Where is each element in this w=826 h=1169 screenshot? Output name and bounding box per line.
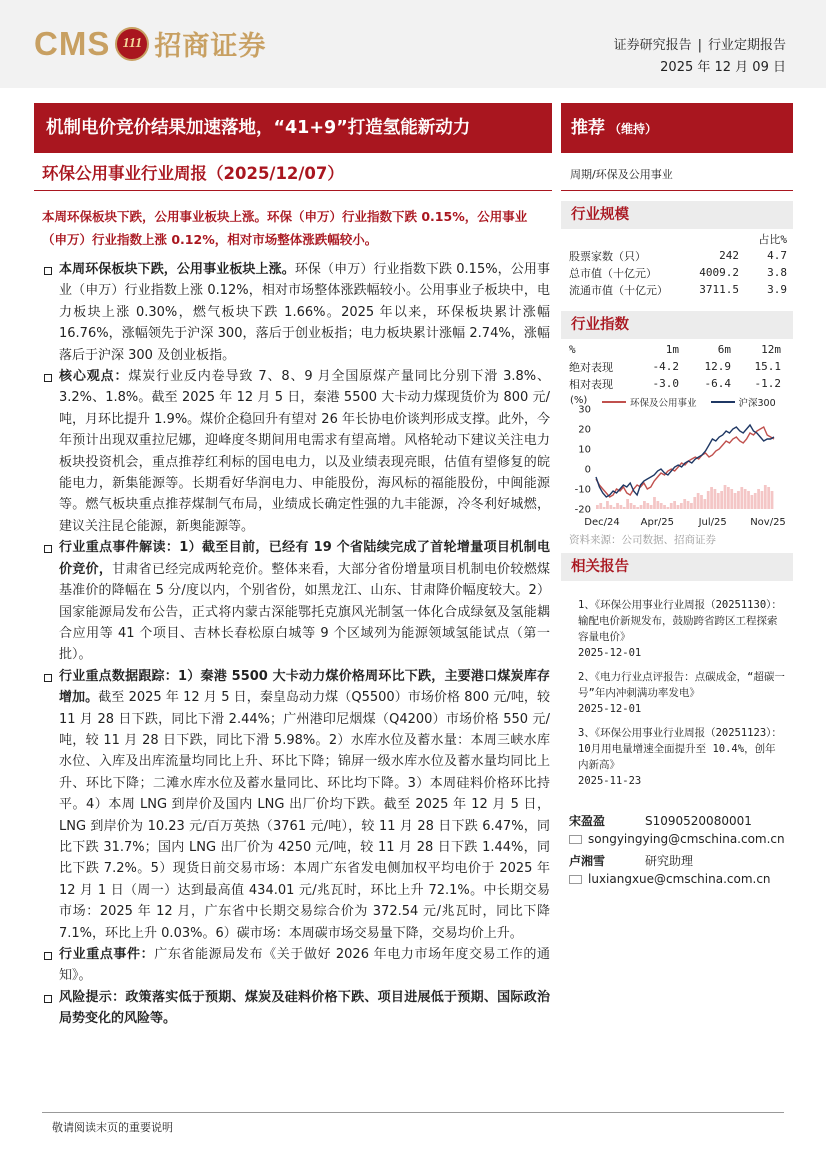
- related-report-date: 2025-12-01: [578, 647, 642, 659]
- volume-bar: [677, 505, 680, 509]
- divider: [34, 190, 552, 191]
- row-pct: 3.8: [767, 266, 787, 279]
- volume-bar: [626, 499, 629, 509]
- volume-bar: [710, 487, 713, 509]
- volume-bar: [687, 501, 690, 509]
- industry-category: 周期/环保及公用事业: [570, 168, 673, 181]
- table-row: [569, 247, 787, 264]
- checkbox-bullet-icon: [44, 674, 52, 682]
- footer-divider: [42, 1112, 784, 1113]
- volume-bar: [683, 499, 686, 509]
- volume-bar: [764, 485, 767, 509]
- analyst-1-email-row: [569, 832, 785, 846]
- index-chart: [566, 391, 786, 529]
- volume-bar: [700, 495, 703, 509]
- bullet-paragraph: [44, 259, 550, 366]
- volume-bar: [717, 493, 720, 509]
- volume-bar: [640, 505, 643, 509]
- row-value: 3711.5: [699, 283, 739, 296]
- related-report-link[interactable]: 1、《环保公用事业行业周报（20251130）：输配电价新规发布，鼓励跨省跨区工程探索容量电价》: [578, 599, 782, 643]
- row-label: 绝对表现: [569, 360, 613, 374]
- logo-text: CMS: [34, 24, 111, 62]
- analyst-email[interactable]: songyingying@cmschina.com.cn: [588, 832, 785, 846]
- paragraph-text: 截至 2025 年 12 月 5 日，秦皇岛动力煤（Q5500）市场价格 800 元/吨，较 11 月 28 日下跌，同比下滑 2.44%；广州港印尼烟煤（Q4200）市场价格 550 元/吨，较 11 月 28 日下跌，同比下滑 5.98%。2）水库水位及蓄水量：本周三峡水库水位、入库及出库流量均同比上升、环比下降；锦屏一级水库水位及蓄水量均同比上升、环比下降；二滩水库水位及蓄水量同比、环比均下降。3）本周硅料价格环比持平。4）本周 LNG 到岸价及国内 LNG 出厂价均下跌。截至 2025 年 12 月 5 日，LNG 到岸价为 10.23 元/百万英热（3761 元/吨），较 11 月 28 日下跌 6.47%，同比下跌 31.7%；国内 LNG 出厂价为 4250 元/吨，较 11 月 28 日下跌 1.44%，同比下跌 7.2%。5）现货日前交易市场：本周广东省发电侧加权平均电价于 2025 年 12 月 1 日（周一）达到最高值 434.01 元/兆瓦时，环比上升 72.1%。中长期交易市场：2025 年 12 月，广东省中长期交易综合价为 372.54 元/兆瓦时，同比下降 7.1%，环比上升 0.03%。6）碳市场：本周碳市场交易量下降，交易均价上升。: [59, 690, 550, 941]
- table-row: [569, 375, 781, 392]
- related-list: [578, 597, 786, 797]
- logo-mark-icon: 111: [115, 27, 149, 61]
- related-report-date: 2025-11-23: [578, 775, 642, 787]
- volume-bar: [609, 505, 612, 509]
- page-header: [0, 0, 826, 88]
- y-tick-label: 0: [584, 464, 591, 476]
- report-kind: 行业定期报告: [707, 38, 786, 53]
- volume-bar: [599, 503, 602, 509]
- volume-bar: [606, 501, 609, 509]
- table-row: [569, 358, 781, 375]
- volume-bar: [643, 501, 646, 509]
- volume-bar: [703, 499, 706, 509]
- volume-bar: [633, 505, 636, 509]
- volume-bar: [673, 501, 676, 509]
- volume-bar: [757, 489, 760, 509]
- analyst-cert: S1090520080001: [645, 814, 752, 828]
- volume-bar: [750, 495, 753, 509]
- header-meta: [614, 35, 786, 79]
- series-line-hs300: [596, 425, 774, 497]
- cell-value: 15.1: [754, 360, 781, 373]
- volume-bar: [603, 507, 606, 509]
- mail-icon: [569, 875, 582, 884]
- bullet-paragraph: [44, 666, 550, 944]
- list-item[interactable]: [578, 725, 786, 789]
- volume-bar: [754, 493, 757, 509]
- volume-bar: [616, 503, 619, 509]
- paragraph-lead: 行业重点事件：: [59, 947, 155, 962]
- volume-bar: [596, 505, 599, 509]
- scale-section-title: 行业规模: [561, 201, 793, 229]
- volume-bar: [613, 507, 616, 509]
- volume-bar: [707, 491, 710, 509]
- volume-bar: [620, 505, 623, 509]
- cell-value: -1.2: [754, 377, 781, 390]
- x-tick-label: Nov/25: [750, 517, 786, 528]
- cell-value: -4.2: [652, 360, 679, 373]
- rating-box: [561, 103, 793, 153]
- row-label: 相对表现: [569, 377, 613, 391]
- report-title: 机制电价竞价结果加速落地，“41+9”打造氢能新动力: [34, 103, 552, 153]
- column-header: 1m: [665, 343, 679, 356]
- volume-bar: [740, 487, 743, 509]
- y-tick-label: 30: [578, 404, 591, 416]
- bullet-paragraph: [44, 987, 550, 1030]
- scale-table: [569, 230, 787, 298]
- analyst-2: [569, 852, 693, 869]
- divider: [561, 190, 793, 191]
- volume-bar: [693, 497, 696, 509]
- column-header: 占比%: [758, 232, 787, 246]
- bullet-paragraph: [44, 944, 550, 987]
- bullet-paragraph: [44, 537, 550, 665]
- volume-bar: [690, 503, 693, 509]
- analyst-name: 宋盈盈: [569, 814, 606, 828]
- row-label: 股票家数（只）: [569, 249, 646, 263]
- legend-label-sector: 环保及公用事业: [630, 398, 697, 409]
- volume-bar: [724, 485, 727, 509]
- row-value: 242: [719, 249, 739, 262]
- volume-bar: [667, 507, 670, 509]
- volume-bar: [697, 493, 700, 509]
- volume-bar: [730, 489, 733, 509]
- column-header: %: [569, 343, 576, 356]
- x-tick-label: Apr/25: [640, 517, 675, 528]
- logo-cn-text: 招商证券: [154, 31, 267, 62]
- volume-bar: [720, 491, 723, 509]
- list-item[interactable]: [578, 597, 786, 661]
- cell-value: 12.9: [704, 360, 731, 373]
- mail-icon: [569, 835, 582, 844]
- table-row: [569, 230, 787, 247]
- volume-bar: [767, 487, 770, 509]
- related-section-title: 相关报告: [561, 553, 793, 581]
- volume-bar: [747, 491, 750, 509]
- volume-bar: [656, 501, 659, 509]
- volume-bar: [771, 491, 774, 509]
- checkbox-bullet-icon: [44, 267, 52, 275]
- row-label: 流通市值（十亿元）: [569, 283, 668, 297]
- related-report-link[interactable]: 2、《电力行业点评报告：点碳成金，“超碳一号”年内冲刺满功率发电》: [578, 671, 785, 699]
- main-body: [44, 259, 550, 1030]
- paragraph-text: 环保（申万）行业指数下跌 0.15%，公用事业（申万）行业指数上涨 0.12%，相对市场整体涨跌幅较小。公用事业子板块中，电力板块上涨 0.30%，燃气板块下跌 1.66%。2025 年以来，环保板块累计涨幅 16.76%，涨幅领先于沪深 300，落后于创业板指；电力板块累计涨幅 2.74%，涨幅落后于沪深 300 及创业板指。: [59, 262, 550, 363]
- rating-label: 推荐: [571, 118, 605, 138]
- report-type: 证券研究报告: [613, 38, 692, 53]
- column-header: 12m: [761, 343, 781, 356]
- paragraph-text: 煤炭行业反内卷导致 7、8、9 月全国原煤产量同比分别下滑 3.8%、3.2%、1.8%。截至 2025 年 12 月 5 日，秦港 5500 大卡动力煤现货价为 800 元/吨，月环比提升 1.9%。煤价企稳回升有望对 26 年长协电价谈判形成支撑。此外，今年预计出现双重拉尼娜，迎峰度冬期间用电需求有望高增。风格轮动下建议关注电力板块投资机会，重点推荐红利标的国电电力，以及业绩表现亮眼，估值有望修复的皖能电力，新集能源等。长期看好华润电力、申能股份，海风标的福能股份，中闽能源等。燃气板块重点推荐煤制气布局，业绩成长确定性强的九丰能源，冷冬利好城燃，建议关注昆仑能源，新奥能源等。: [59, 369, 550, 534]
- list-item[interactable]: [578, 669, 786, 717]
- volume-bar: [744, 489, 747, 509]
- x-tick-label: Dec/24: [584, 517, 620, 528]
- y-tick-label: 10: [578, 444, 591, 456]
- y-tick-label: -10: [574, 484, 591, 496]
- header-separator: |: [697, 38, 702, 53]
- rating-sub: （维持）: [609, 122, 658, 136]
- row-value: 4009.2: [699, 266, 739, 279]
- index-section-title: 行业指数: [561, 311, 793, 339]
- paragraph-lead: 本周环保板块下跌，公用事业板块上涨。: [59, 262, 295, 277]
- paragraph-lead: 核心观点：: [59, 369, 129, 385]
- volume-bar: [630, 503, 633, 509]
- volume-bar: [636, 507, 639, 509]
- volume-bar: [646, 503, 649, 509]
- cell-value: -3.0: [652, 377, 679, 390]
- paragraph-text: 甘肃省已经完成两轮竞价。整体来看，大部分省份增量项目机制电价较燃煤基准价的降幅在 5 分/度以内，个别省份，如黑龙江、山东、甘肃降价幅度较大。2）国家能源局发布公告，正式将内蒙古深能鄂托克旗风光制氢一体化合成绿氨及氢能耦合应用等 41 个项目、吉林长春松原白城等 9 个区域列为能源领域氢能试点（第一批）。: [59, 561, 550, 663]
- cms-logo: [34, 24, 266, 63]
- volume-bar: [737, 491, 740, 509]
- volume-bar: [660, 503, 663, 509]
- report-subtitle: 环保公用事业行业周报（2025/12/07）: [42, 164, 344, 183]
- volume-bar: [761, 491, 764, 509]
- volume-bar: [727, 487, 730, 509]
- row-pct: 4.7: [767, 249, 787, 262]
- volume-bar: [623, 507, 626, 509]
- paragraph-lead: 行业重点事件解读：1）截至目前，已经有 19 个省陆续完成了首轮增量项目机制电价竞价，: [59, 540, 550, 577]
- checkbox-bullet-icon: [44, 374, 52, 382]
- paragraph-lead: 风险提示：政策落实低于预期、煤炭及硅料价格下跌、项目进展低于预期、国际政治局势变化的风险等。: [59, 989, 550, 1027]
- volume-bar: [663, 505, 666, 509]
- volume-bar: [670, 503, 673, 509]
- bullet-paragraph: [44, 366, 550, 537]
- volume-bar: [734, 493, 737, 509]
- column-header: 6m: [717, 343, 731, 356]
- cell-value: -6.4: [704, 377, 731, 390]
- checkbox-bullet-icon: [44, 545, 52, 553]
- volume-bar: [714, 489, 717, 509]
- checkbox-bullet-icon: [44, 952, 52, 960]
- y-tick-label: 20: [578, 424, 591, 436]
- legend-label-hs300: 沪深300: [738, 398, 776, 409]
- table-row: [569, 341, 781, 358]
- analyst-2-email-row: [569, 872, 771, 886]
- y-tick-label: -20: [574, 504, 591, 516]
- analyst-1: [569, 812, 752, 829]
- checkbox-bullet-icon: [44, 995, 52, 1003]
- analyst-email[interactable]: luxiangxue@cmschina.com.cn: [588, 872, 771, 886]
- footer-note: 敬请阅读末页的重要说明: [52, 1121, 173, 1134]
- volume-bar: [680, 503, 683, 509]
- summary: 本周环保板块下跌，公用事业板块上涨。环保（申万）行业指数下跌 0.15%，公用事业（申万）行业指数上涨 0.12%，相对市场整体涨跌幅较小。: [42, 209, 528, 247]
- volume-bar: [653, 497, 656, 509]
- paragraph-text: 广东省能源局发布《关于做好 2026 年电力市场年度交易工作的通知》。: [59, 947, 550, 984]
- analyst-role: 研究助理: [645, 854, 694, 868]
- report-date: 2025 年 12 月 09 日: [660, 60, 786, 75]
- chart-source: 资料来源：公司数据、招商证券: [569, 534, 716, 546]
- volume-bar: [650, 505, 653, 509]
- related-report-date: 2025-12-01: [578, 703, 642, 715]
- row-label: 总市值（十亿元）: [569, 266, 657, 280]
- table-row: [569, 264, 787, 281]
- row-pct: 3.9: [767, 283, 787, 296]
- x-tick-label: Jul/25: [698, 517, 727, 528]
- index-table: [569, 341, 781, 392]
- paragraph-lead: 行业重点数据跟踪：1）秦港 5500 大卡动力煤价格周环比下跌，主要港口煤炭库存增加。: [59, 668, 550, 706]
- table-row: [569, 281, 787, 298]
- y-axis-label: (%): [570, 395, 588, 406]
- analyst-name: 卢湘雪: [569, 854, 606, 868]
- related-report-link[interactable]: 3、《环保公用事业行业周报（20251123）：10月用电量增速全面提升至 10.4%，创年内新高》: [578, 727, 782, 771]
